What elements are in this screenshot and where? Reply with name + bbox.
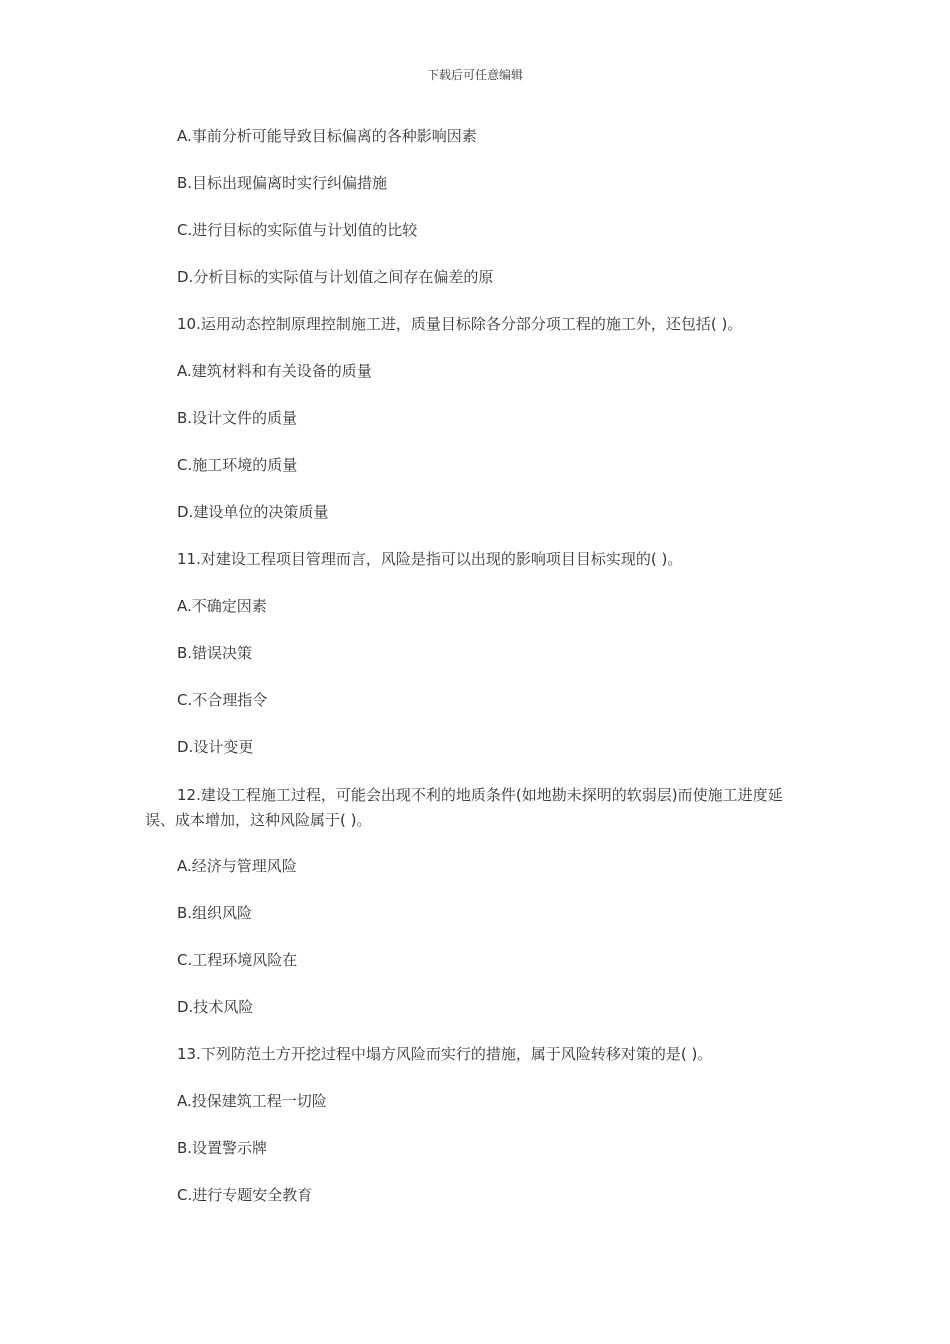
- question-11: 11.对建设工程项目管理而言，风险是指可以出现的影响项目目标实现的( )。: [177, 550, 683, 568]
- option-11d: D.设计变更: [177, 738, 254, 756]
- option-12a: A.经济与管理风险: [177, 857, 297, 875]
- option-10d: D.建设单位的决策质量: [177, 503, 329, 521]
- question-13: 13.下列防范土方开挖过程中塌方风险而实行的措施，属于风险转移对策的是( )。: [177, 1045, 713, 1063]
- option-9b: B.目标出现偏离时实行纠偏措施: [177, 174, 388, 192]
- question-12: 12.建设工程施工过程，可能会出现不利的地质条件(如地勘未探明的软弱层)而使施工进度延误、成本增加，这种风险属于( )。: [145, 786, 783, 829]
- option-9d: D.分析目标的实际值与计划值之间存在偏差的原: [177, 268, 494, 286]
- question-10: 10.运用动态控制原理控制施工进，质量目标除各分部分项工程的施工外，还包括( )。: [177, 315, 743, 333]
- option-10c: C.施工环境的质量: [177, 456, 298, 474]
- option-9a: A.事前分析可能导致目标偏离的各种影响因素: [177, 127, 477, 145]
- page-header: 下载后可任意编辑: [426, 68, 523, 82]
- option-13b: B.设置警示牌: [177, 1139, 268, 1157]
- option-9c: C.进行目标的实际值与计划值的比较: [177, 221, 418, 239]
- option-12b: B.组织风险: [177, 904, 253, 922]
- option-12d: D.技术风险: [177, 998, 254, 1016]
- option-13c: C.进行专题安全教育: [177, 1186, 313, 1204]
- option-10b: B.设计文件的质量: [177, 409, 298, 427]
- option-10a: A.建筑材料和有关设备的质量: [177, 362, 372, 380]
- option-11a: A.不确定因素: [177, 597, 267, 615]
- document-body: [145, 125, 810, 1231]
- option-11c: C.不合理指令: [177, 691, 268, 709]
- option-13a: A.投保建筑工程一切险: [177, 1092, 327, 1110]
- option-11b: B.错误决策: [177, 644, 253, 662]
- option-12c: C.工程环境风险在: [177, 951, 298, 969]
